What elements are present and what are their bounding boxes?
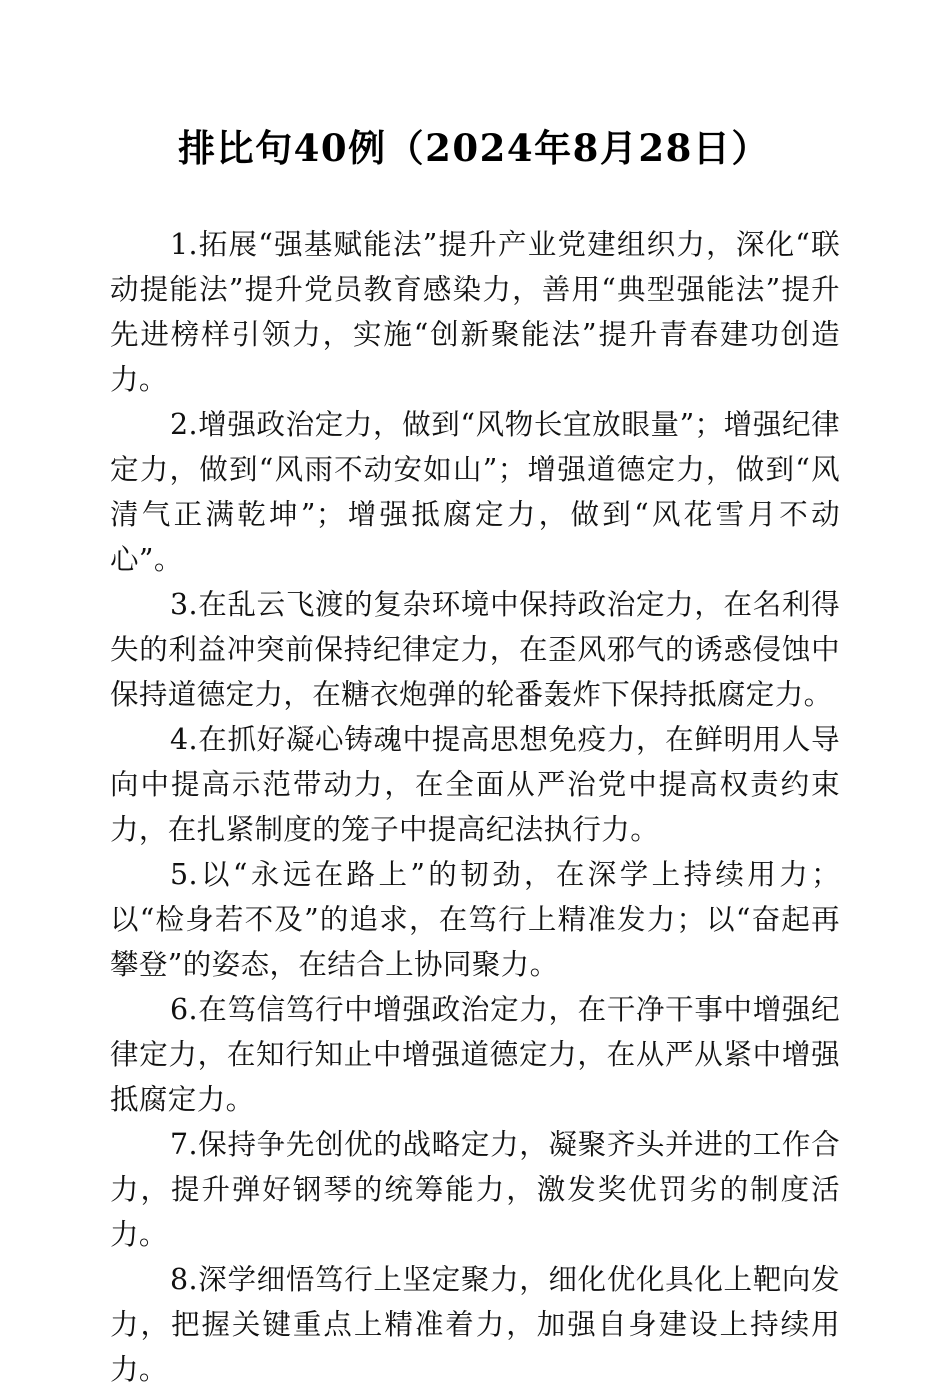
paragraph-1: 1.拓展“强基赋能法”提升产业党建组织力，深化“联动提能法”提升党员教育感染力，善用“典型强能法”提升先进榜样引领力，实施“创新聚能法”提升青春建功创造力。 xyxy=(110,228,840,396)
paragraph-8: 8.深学细悟笃行上坚定聚力，细化优化具化上靶向发力，把握关键重点上精准着力，加强自身建设上持续用力。 xyxy=(110,1263,840,1386)
paragraph-7: 7.保持争先创优的战略定力，凝聚齐头并进的工作合力，提升弹好钢琴的统筹能力，激发奖优罚劣的制度活力。 xyxy=(110,1128,840,1251)
paragraph-3: 3.在乱云飞渡的复杂环境中保持政治定力，在名利得失的利益冲突前保持纪律定力，在歪风邪气的诱惑侵蚀中保持道德定力，在糖衣炮弹的轮番轰炸下保持抵腐定力。 xyxy=(110,588,840,711)
page-title: 排比句40例（2024年8月28日） xyxy=(178,126,770,170)
paragraph-4: 4.在抓好凝心铸魂中提高思想免疫力，在鲜明用人导向中提高示范带动力，在全面从严治党中提高权责约束力，在扎紧制度的笼子中提高纪法执行力。 xyxy=(110,723,840,846)
document-body xyxy=(110,222,840,1392)
paragraph-6: 6.在笃信笃行中增强政治定力，在干净干事中增强纪律定力，在知行知止中增强道德定力，在从严从紧中增强抵腐定力。 xyxy=(110,993,840,1116)
paragraph-5: 5.以“永远在路上”的韧劲，在深学上持续用力；以“检身若不及”的追求，在笃行上精准发力；以“奋起再攀登”的姿态，在结合上协同聚力。 xyxy=(110,858,840,981)
paragraph-2: 2.增强政治定力，做到“风物长宜放眼量”；增强纪律定力，做到“风雨不动安如山”；增强道德定力，做到“风清气正满乾坤”；增强抵腐定力，做到“风花雪月不动心”。 xyxy=(110,408,840,576)
